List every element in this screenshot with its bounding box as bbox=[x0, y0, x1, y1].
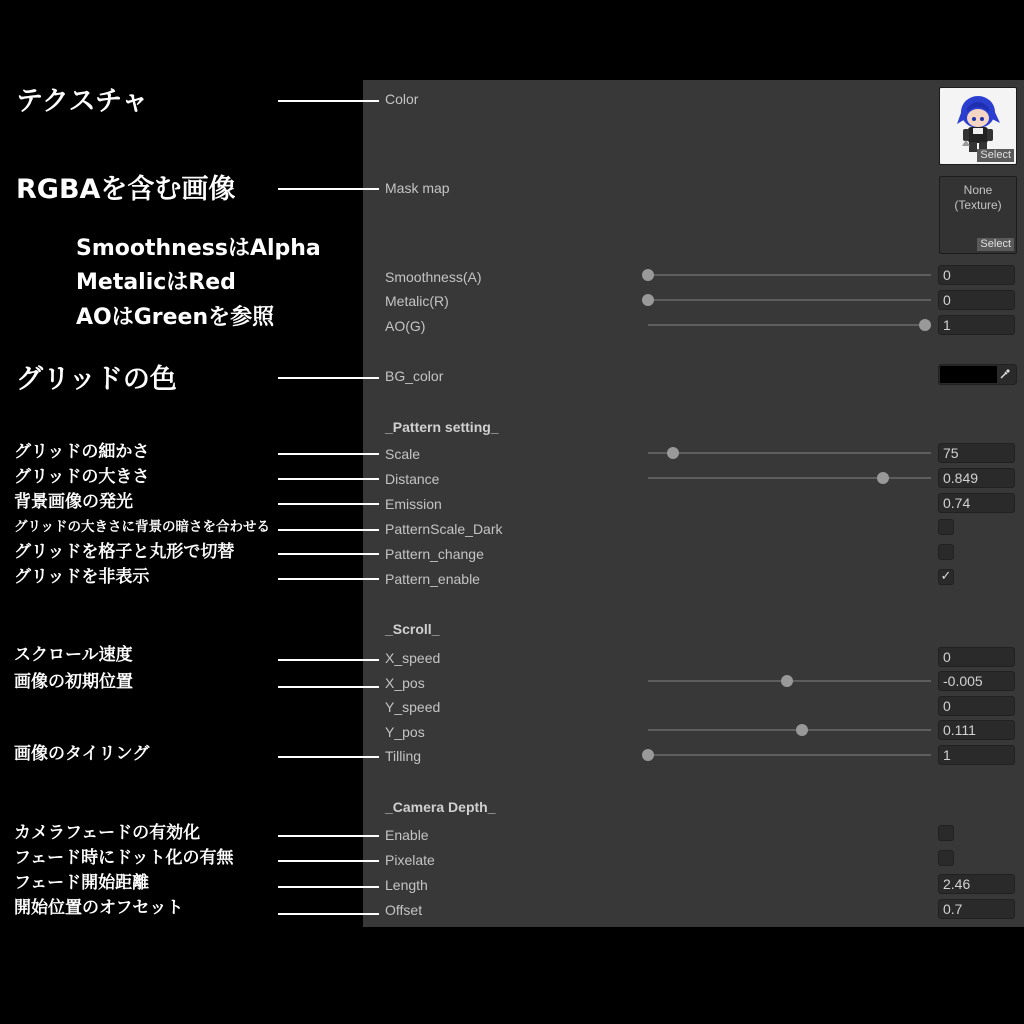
slider-thumb[interactable] bbox=[667, 447, 679, 459]
pixelate-label: Pixelate bbox=[385, 852, 435, 868]
connector-line bbox=[278, 100, 379, 102]
color-select-button[interactable]: Select bbox=[977, 149, 1014, 162]
annotation-initial-pos: 画像の初期位置 bbox=[14, 672, 133, 692]
connector-line bbox=[278, 835, 379, 837]
annotation-metalic: MetalicはRed bbox=[76, 270, 236, 295]
connector-line bbox=[278, 886, 379, 888]
pixelate-checkbox[interactable] bbox=[938, 850, 954, 866]
offset-label: Offset bbox=[385, 902, 423, 918]
eyedropper-icon[interactable] bbox=[998, 367, 1013, 382]
y-speed-field[interactable]: 0 bbox=[938, 696, 1015, 716]
annotation-fade-start: フェード開始距離 bbox=[14, 873, 150, 893]
annotation-scale-dark: グリッドの大きさに背景の暗さを合わせる bbox=[14, 519, 270, 535]
scroll-header: _Scroll_ bbox=[385, 621, 440, 637]
distance-field[interactable]: 0.849 bbox=[938, 468, 1015, 488]
smoothness-label: Smoothness(A) bbox=[385, 269, 482, 285]
color-label: Color bbox=[385, 91, 419, 107]
mask-none-line2: (Texture) bbox=[954, 198, 1002, 212]
slider-thumb[interactable] bbox=[642, 294, 654, 306]
pattern-enable-label: Pattern_enable bbox=[385, 571, 480, 587]
annotation-smoothness: SmoothnessはAlpha bbox=[76, 236, 321, 261]
tilling-field[interactable]: 1 bbox=[938, 745, 1015, 765]
connector-line bbox=[278, 686, 379, 688]
length-field[interactable]: 2.46 bbox=[938, 874, 1015, 894]
mask-map-label: Mask map bbox=[385, 180, 450, 196]
connector-line bbox=[278, 188, 379, 190]
scale-field[interactable]: 75 bbox=[938, 443, 1015, 463]
pattern-scale-dark-label: PatternScale_Dark bbox=[385, 521, 503, 537]
tilling-slider[interactable] bbox=[642, 745, 931, 765]
ao-slider[interactable] bbox=[642, 315, 931, 335]
connector-line bbox=[278, 553, 379, 555]
annotation-rgba: RGBAを含む画像 bbox=[16, 174, 236, 205]
connector-line bbox=[278, 913, 379, 915]
enable-label: Enable bbox=[385, 827, 429, 843]
distance-label: Distance bbox=[385, 471, 440, 487]
annotation-texture: テクスチャ bbox=[16, 86, 149, 117]
connector-line bbox=[278, 578, 379, 580]
scale-slider[interactable] bbox=[642, 443, 931, 463]
ao-field[interactable]: 1 bbox=[938, 315, 1015, 335]
scale-label: Scale bbox=[385, 446, 421, 462]
slider-thumb[interactable] bbox=[877, 472, 889, 484]
y-pos-label: Y_pos bbox=[385, 724, 425, 740]
x-speed-label: X_speed bbox=[385, 650, 441, 666]
emission-field[interactable]: 0.74 bbox=[938, 493, 1015, 513]
connector-line bbox=[278, 529, 379, 531]
offset-field[interactable]: 0.7 bbox=[938, 899, 1015, 919]
pattern-change-label: Pattern_change bbox=[385, 546, 484, 562]
camera-depth-header: _Camera Depth_ bbox=[385, 799, 496, 815]
metalic-field[interactable]: 0 bbox=[938, 290, 1015, 310]
annotation-scroll-speed: スクロール速度 bbox=[14, 645, 133, 665]
mask-none-line1: None bbox=[963, 183, 993, 197]
smoothness-field[interactable]: 0 bbox=[938, 265, 1015, 285]
connector-line bbox=[278, 377, 379, 379]
enable-checkbox[interactable] bbox=[938, 825, 954, 841]
emission-label: Emission bbox=[385, 496, 442, 512]
x-pos-label: X_pos bbox=[385, 675, 425, 691]
connector-line bbox=[278, 860, 379, 862]
y-speed-label: Y_speed bbox=[385, 699, 441, 715]
annotation-pattern-switch: グリッドを格子と丸形で切替 bbox=[14, 542, 235, 562]
annotation-bg-emission: 背景画像の発光 bbox=[14, 492, 133, 512]
connector-line bbox=[278, 478, 379, 480]
connector-line bbox=[278, 659, 379, 661]
y-pos-field[interactable]: 0.111 bbox=[938, 720, 1015, 740]
bg-color-field[interactable] bbox=[938, 364, 1017, 385]
mask-none-text bbox=[940, 183, 1016, 213]
annotation-fade-pixelate: フェード時にドット化の有無 bbox=[14, 848, 234, 868]
mask-map-slot[interactable] bbox=[939, 176, 1017, 254]
annotation-ao: AOはGreenを参照 bbox=[76, 305, 275, 330]
annotation-grid-fineness: グリッドの細かさ bbox=[14, 442, 150, 462]
annotation-grid-hide: グリッドを非表示 bbox=[14, 567, 150, 587]
annotation-tiling: 画像のタイリング bbox=[14, 744, 150, 764]
tilling-label: Tilling bbox=[385, 748, 422, 764]
pattern-enable-checkbox[interactable]: ✓ bbox=[938, 569, 954, 585]
x-pos-slider[interactable] bbox=[642, 671, 931, 691]
annotation-grid-size: グリッドの大きさ bbox=[14, 467, 150, 487]
slider-thumb[interactable] bbox=[642, 749, 654, 761]
x-pos-field[interactable]: -0.005 bbox=[938, 671, 1015, 691]
mask-select-button[interactable]: Select bbox=[977, 238, 1014, 251]
metalic-slider[interactable] bbox=[642, 290, 931, 310]
pattern-change-checkbox[interactable] bbox=[938, 544, 954, 560]
y-pos-slider[interactable] bbox=[642, 720, 931, 740]
connector-line bbox=[278, 453, 379, 455]
x-speed-field[interactable]: 0 bbox=[938, 647, 1015, 667]
slider-thumb[interactable] bbox=[781, 675, 793, 687]
length-label: Length bbox=[385, 877, 428, 893]
annotation-grid-color: グリッドの色 bbox=[16, 364, 177, 395]
pattern-scale-dark-checkbox[interactable] bbox=[938, 519, 954, 535]
slider-thumb[interactable] bbox=[642, 269, 654, 281]
annotation-start-offset: 開始位置のオフセット bbox=[14, 898, 184, 918]
connector-line bbox=[278, 756, 379, 758]
slider-thumb[interactable] bbox=[919, 319, 931, 331]
pattern-setting-header: _Pattern setting_ bbox=[385, 419, 499, 435]
connector-line bbox=[278, 503, 379, 505]
bg-color-swatch[interactable] bbox=[940, 366, 997, 383]
annotation-camera-fade: カメラフェードの有効化 bbox=[14, 823, 201, 843]
bg-color-label: BG_color bbox=[385, 368, 444, 384]
smoothness-slider[interactable] bbox=[642, 265, 931, 285]
color-texture-slot[interactable] bbox=[939, 87, 1017, 165]
metalic-label: Metalic(R) bbox=[385, 293, 449, 309]
distance-slider[interactable] bbox=[642, 468, 931, 488]
ao-label: AO(G) bbox=[385, 318, 426, 334]
slider-thumb[interactable] bbox=[796, 724, 808, 736]
